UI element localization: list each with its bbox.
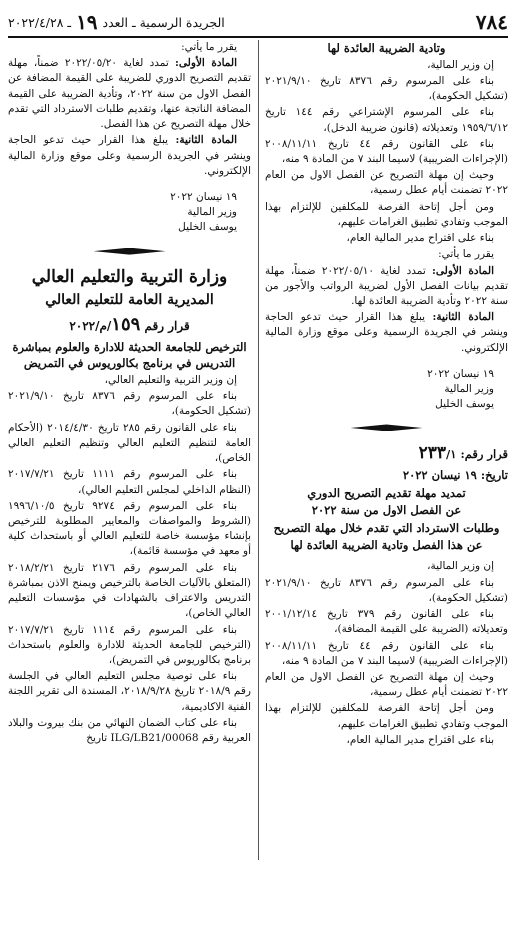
article-label: المادة الأولى: (432, 264, 494, 277)
decision-date: تاريخ: ١٩ نيسان ٢٠٢٢ (402, 468, 508, 483)
directorate-title: المديرية العامة للتعليم العالي (45, 292, 214, 309)
issue-date: ـ ٢٠٢٢/٤/٢٨ (8, 14, 72, 30)
paragraph: بناء على القانون رقم ٤٤ تاريخ ٢٠٠٨/١١/١١ (الإجراءات الضريبية) لاسيما البند ٧ من المادة ٩ منه، (265, 137, 508, 165)
paragraph: وحيث إن مهلة التصريح عن الفصل الاول من العام ٢٠٢٢ تضمنت أيام عطل رسمية، (265, 169, 508, 197)
paragraph: بناء على المرسوم الإشتراعي رقم ١٤٤ تاريخ ١٩٥٩/٦/١٢ وتعديلاته (قانون ضريبة الدخل)، (265, 106, 508, 134)
article-1 (265, 264, 508, 310)
article-label: المادة الأولى: (175, 57, 237, 70)
signature-date: ١٩ نيسان ٢٠٢٢ (170, 190, 237, 203)
journal-title: الجريدة الرسمية ـ العدد (102, 14, 225, 30)
decision-subject-2: عن الفصل الاول من سنة ٢٠٢٢ (311, 503, 462, 518)
issue-number: ١٩ (76, 10, 98, 34)
paragraph: بناء على القانون رقم ٣٧٩ تاريخ ٢٠٠١/١٢/١٤ وتعديلاته (الضريبة على القيمة المضافة)، (265, 608, 508, 636)
decision-subject-3: وطلبات الاسترداد التي تقدم خلال مهلة التصريح عن هذا الفصل وتادية الضريبة العائدة لها (273, 521, 500, 552)
decision-subject-1: تمديد مهلة تقديم التصريح الدوري (307, 485, 466, 500)
article-2 (265, 310, 508, 356)
page-header (8, 8, 508, 38)
article-label: المادة الثانية: (432, 311, 494, 324)
paragraph: يقرر ما يأتي: (438, 248, 494, 261)
article-2 (8, 133, 251, 179)
signature-title: وزير المالية (444, 383, 494, 396)
article-text: يبلغ هذا القرار حيث تدعو الحاجة وينشر في الجريدة الرسمية وعلى موقع وزارة المالية الإلكتروني. (265, 311, 508, 354)
paragraph: بناء على المرسوم رقم ١١١٤ تاريخ ٢٠١٧/٧/٢١ (الترخيص للجامعة الحديثة للادارة والعلوم باستحداث برنامج بكالوريوس في التمريض)، (8, 623, 251, 666)
article-label: المادة الثانية: (175, 134, 237, 147)
paragraph: وحيث إن مهلة التصريح عن الفصل الاول من العام ٢٠٢٢ تضمنت أيام عطل رسمية، (265, 671, 508, 699)
paragraph: يقرر ما يأتي: (181, 41, 237, 53)
paragraph: بناء على المرسوم رقم ٨٣٧٦ تاريخ ٢٠٢١/٩/١٠ (تشكيل الحكومة)، (265, 74, 508, 103)
paragraph: بناء على كتاب الضمان النهائي من بنك بيروت والبلاد العربية رقم ILG/LB21/00068 تاريخ (8, 716, 251, 745)
article-text: يبلغ هذا القرار حيث تدعو الحاجة وينشر في الجريدة الرسمية وعلى موقع وزارة المالية الإلكتروني. (8, 134, 251, 177)
right-column (265, 40, 508, 928)
decision-number: قرار رقم: ٢٣٣/١ (418, 443, 508, 464)
signature-title: وزير المالية (187, 206, 237, 219)
section-divider (8, 248, 251, 255)
article-1 (8, 56, 251, 132)
paragraph: بناء على المرسوم رقم ١١١١ تاريخ ٢٠١٧/٧/٢١ (النظام الداخلي لمجلس التعليم العالي)، (8, 468, 251, 496)
paragraph: بناء على المرسوم رقم ٨٣٧٦ تاريخ ٢٠٢١/٩/١٠ (تشكيل الحكومة)، (265, 576, 508, 604)
paragraph: بناء على المرسوم رقم ٨٣٧٦ تاريخ ٢٠٢١/٩/١٠ (تشكيل الحكومة)، (8, 390, 251, 418)
paragraph: بناء على المرسوم رقم ٢١٧٦ تاريخ ٢٠١٨/٢/٢١ (المتعلق بالآليات الخاصة بالترخيص ويمنح الاذن بمباشرة التدريس والاعتراف بالشهادات في مؤسسات التعليم العالي الخاص)، (8, 561, 251, 620)
section-divider (265, 424, 508, 431)
paragraph: بناء على المرسوم رقم ٩٢٧٤ تاريخ ١٩٩٦/١٠/٥ (الشروط والمواصفات والمعايير المطلوبة للترخيص بإنشاء مؤسسة خاصة للتعليم العالي أو باستحداث كلية أو معهد في مؤسسة قائمة)، (8, 499, 251, 558)
signature-block (8, 190, 251, 236)
signature-name: يوسف الخليل (178, 221, 237, 234)
page-number: ٧٨٤ (475, 10, 508, 34)
decree-number: قرار رقم ١٥٩/م/٢٠٢٢ (69, 313, 190, 335)
paragraph: بناء على اقتراح مدير المالية العام، (346, 733, 494, 746)
signature-block (265, 367, 508, 413)
ministry-title: وزارة التربية والتعليم العالي (31, 266, 228, 287)
paragraph: بناء على القانون رقم ٢٨٥ تاريخ ٢٠١٤/٤/٣٠ (الأحكام العامة لتنظيم التعليم العالي وتنظيم التعليم العالي الخاص)، (8, 421, 251, 465)
paragraph: إن وزير المالية، (427, 560, 494, 573)
signature-name: يوسف الخليل (435, 398, 494, 411)
paragraph: بناء على اقتراح مدير المالية العام، (346, 232, 494, 245)
paragraph: ومن أجل إتاحة الفرصة للمكلفين للإلتزام بهذا الموجب وتفادي تطبيق الغرامات عليهم، (265, 702, 508, 730)
left-column (8, 40, 251, 928)
paragraph: إن وزير التربية والتعليم العالي، (104, 374, 237, 386)
column-rule (258, 40, 259, 860)
article-text: تمدد لغاية ٢٠٢٢/٠٥/١٠ ضمناً، مهلة تقديم بيانات الفصل الأول لضريبة الرواتب والأجور من سنة ٢٠٢٢ وتأدية الضريبة العائدة لها. (265, 264, 508, 307)
paragraph: إن وزير المالية، (427, 58, 494, 71)
article-text: تمدد لغاية ٢٠٢٢/٠٥/٢٠ ضمناً، مهلة تقديم التصريح الدوري للضريبة على القيمة المضافة عن الفصل الاول من سنة ٢٠٢٢، وتأدية الضريبة على القيمة المضافة الناتجة عنها، وتقديم طلبات الاسترداد التي تقدم خلال مهلة التصريح عن هذا الفصل. (8, 57, 251, 131)
paragraph: ومن أجل إتاحة الفرصة للمكلفين للإلتزام بهذا الموجب وتفادي تطبيق الغرامات عليهم، (265, 200, 508, 228)
paragraph: بناء على توصية مجلس التعليم العالي في الجلسة رقم ٢٠١٨/٩ تاريخ ٢٠١٨/٩/٢٨، المسندة الى تقرير اللجنة الفنية الاكاديمية، (8, 670, 251, 713)
journal-header (8, 10, 225, 34)
paragraph: بناء على القانون رقم ٤٤ تاريخ ٢٠٠٨/١١/١١ (الإجراءات الضريبية) لاسيما البند ٧ من المادة ٩ منه، (265, 639, 508, 667)
continued-title: وتادية الضريبة العائدة لها (327, 41, 446, 55)
decree-subject: الترخيص للجامعة الحديثة للادارة والعلوم بمباشرة التدريس في برنامج بكالوريوس في التمريض (12, 339, 247, 371)
signature-date: ١٩ نيسان ٢٠٢٢ (427, 367, 494, 380)
